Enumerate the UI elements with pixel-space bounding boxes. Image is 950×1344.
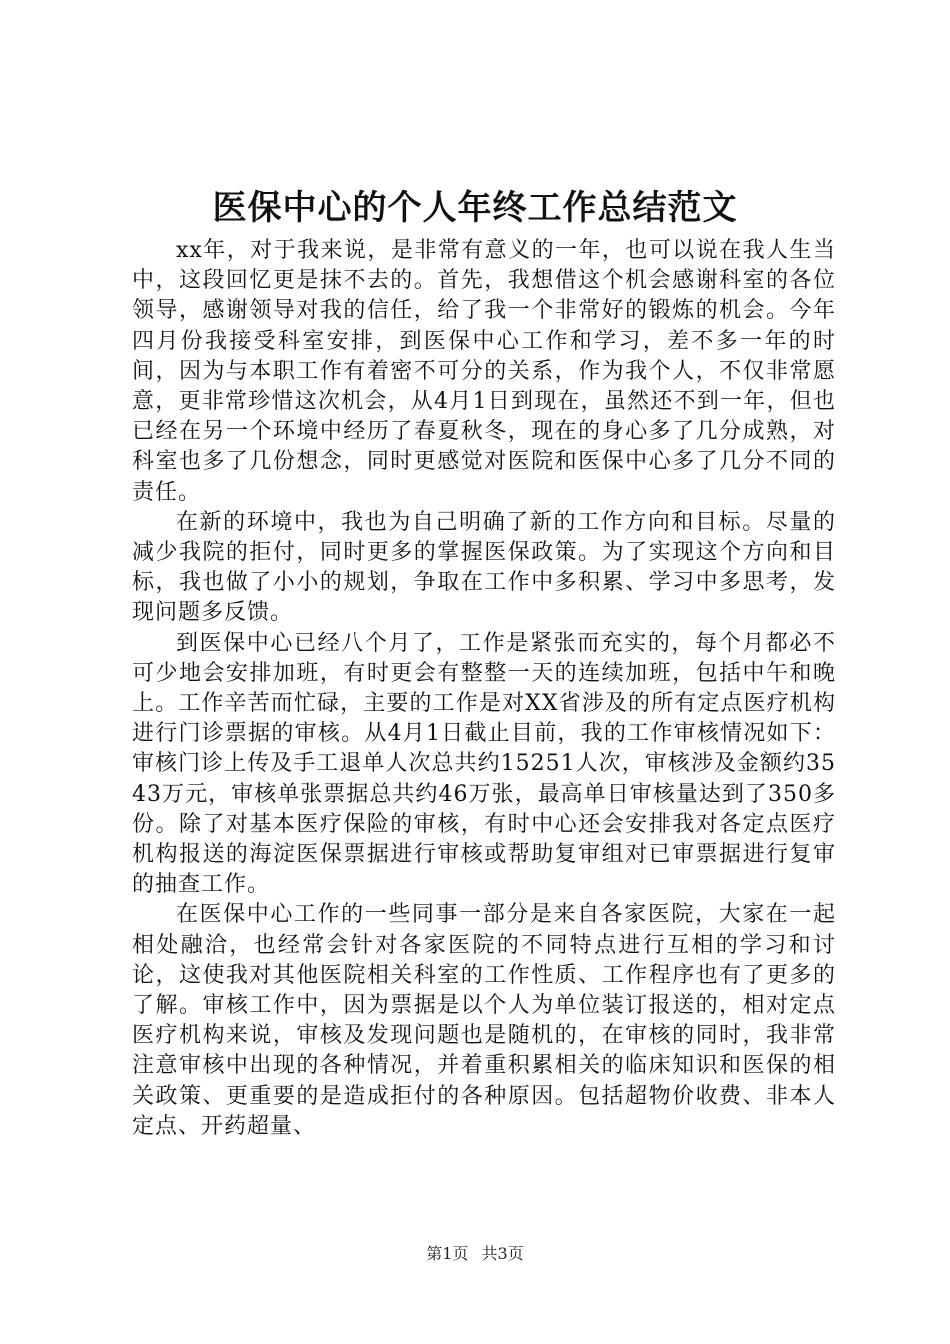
document-body	[132, 236, 836, 1142]
document-title: 医保中心的个人年终工作总结范文	[212, 188, 738, 228]
paragraph-1: xx年，对于我来说，是非常有意义的一年，也可以说在我人生当中，这段回忆更是抹不去的。首先，我想借这个机会感谢科室的各位领导，感谢领导对我的信任，给了我一个非常好的锻炼的机会。今年四月份我接受科室安排，到医保中心工作和学习，差不多一年的时间，因为与本职工作有着密不可分的关系，作为我个人，不仅非常愿意，更非常珍惜这次机会，从4月1日到现在，虽然还不到一年，但也已经在另一个环境中经历了春夏秋冬，现在的身心多了几分成熟，对科室也多了几份想念，同时更感觉对医院和医保中心多了几分不同的责任。	[132, 238, 836, 505]
page-number: 第1页	[426, 1244, 469, 1263]
paragraph-3: 到医保中心已经八个月了，工作是紧张而充实的，每个月都必不可少地会安排加班，有时更会有整整一天的连续加班，包括中午和晚上。工作辛苦而忙碌，主要的工作是对XX省涉及的所有定点医疗机构进行门诊票据的审核。从4月1日截止目前，我的工作审核情况如下：审核门诊上传及手工退单人次总共约15251人次，审核涉及金额约3543万元，审核单张票据总共约46万张，最高单日审核量达到了350多份。除了对基本医疗保险的审核，有时中心还会安排我对各定点医疗机构报送的海淀医保票据进行审核或帮助复审组对已审票据进行复审的抽查工作。	[132, 630, 836, 898]
paragraph-2: 在新的环境中，我也为自己明确了新的工作方向和目标。尽量的减少我院的拒付，同时更多的掌握医保政策。为了实现这个方向和目标，我也做了小小的规划，争取在工作中多积累、学习中多思考，发现问题多反馈。	[132, 509, 836, 626]
page-total: 共3页	[481, 1244, 524, 1263]
paragraph-4: 在医保中心工作的一些同事一部分是来自各家医院，大家在一起相处融洽，也经常会针对各家医院的不同特点进行互相的学习和讨论，这使我对其他医院相关科室的工作性质、工作程序也有了更多的了解。审核工作中，因为票据是以个人为单位装订报送的，相对定点医疗机构来说，审核及发现问题也是随机的，在审核的同时，我非常注意审核中出现的各种情况，并着重积累相关的临床知识和医保的相关政策、更重要的是造成拒付的各种原因。包括超物价收费、非本人定点、开药超量、	[132, 902, 836, 1139]
page-footer	[0, 1242, 950, 1266]
